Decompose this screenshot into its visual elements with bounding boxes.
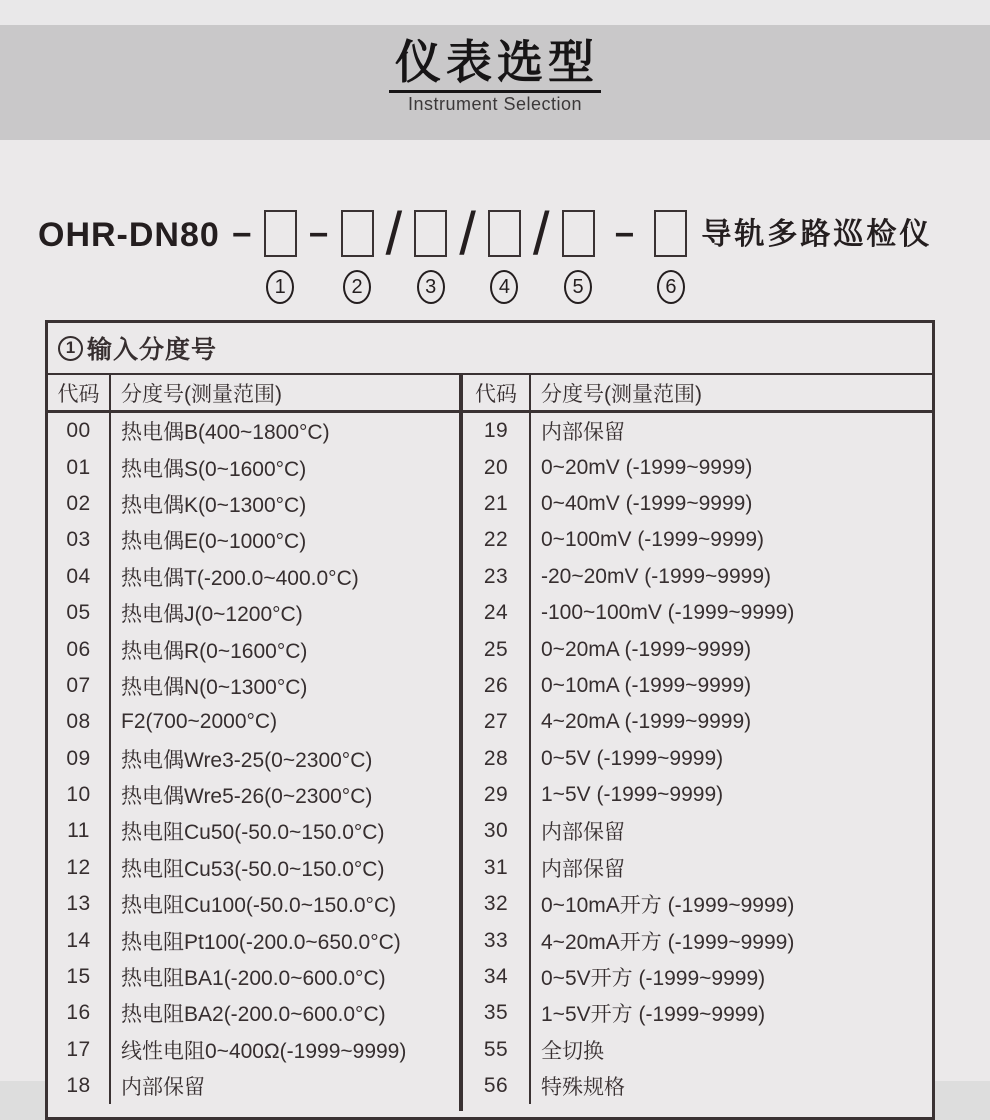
row-code: 56 xyxy=(463,1068,531,1104)
row-desc: 热电偶Wre5-26(0~2300°C) xyxy=(121,785,373,809)
row-desc: 0~5V (-1999~9999) xyxy=(541,746,724,770)
model-slot-box xyxy=(488,210,521,257)
row-desc: 热电阻Cu50(-50.0~150.0°C) xyxy=(121,821,385,845)
row-code: 00 xyxy=(48,413,111,449)
table-row xyxy=(48,741,459,777)
model-slot-2 xyxy=(341,210,374,304)
position-marker: 5 xyxy=(564,270,592,304)
row-desc: 热电偶Wre3-25(0~2300°C) xyxy=(121,748,373,772)
table-row xyxy=(48,595,459,631)
row-desc: 热电偶J(0~1200°C) xyxy=(121,603,303,627)
row-code: 28 xyxy=(463,741,531,777)
table-row xyxy=(48,1068,459,1104)
table-row xyxy=(48,886,459,922)
table-row xyxy=(463,486,932,522)
selection-table xyxy=(45,320,935,1120)
table-row xyxy=(463,922,932,958)
position-marker: 2 xyxy=(343,270,371,304)
model-slot-4 xyxy=(488,210,521,304)
row-code: 02 xyxy=(48,486,111,522)
table-row xyxy=(48,668,459,704)
row-desc: -20~20mV (-1999~9999) xyxy=(541,564,771,588)
table-row xyxy=(48,486,459,522)
row-desc: 热电偶T(-200.0~400.0°C) xyxy=(121,566,359,590)
row-code: 03 xyxy=(48,522,111,558)
row-desc: 特殊规格 xyxy=(541,1076,625,1100)
model-slot-box xyxy=(562,210,595,257)
model-prefix: OHR-DN80 xyxy=(38,216,220,254)
row-code: 18 xyxy=(48,1068,111,1104)
row-desc: 内部保留 xyxy=(541,857,625,881)
table-row xyxy=(463,813,932,849)
column-header-code: 代码 xyxy=(463,375,531,410)
row-desc: 1~5V开方 (-1999~9999) xyxy=(541,1003,766,1027)
row-desc: 线性电阻0~400Ω(-1999~9999) xyxy=(121,1039,407,1063)
separator-slash: / xyxy=(532,200,550,267)
model-code-row xyxy=(38,200,933,304)
row-desc: 内部保留 xyxy=(541,821,625,845)
row-code: 21 xyxy=(463,486,531,522)
table-row xyxy=(48,449,459,485)
row-desc: 0~10mA开方 (-1999~9999) xyxy=(541,894,795,918)
column-header-desc: 分度号(测量范围) xyxy=(541,382,702,406)
column-header-code: 代码 xyxy=(48,375,111,410)
row-code: 12 xyxy=(48,850,111,886)
row-desc: 1~5V (-1999~9999) xyxy=(541,783,724,807)
table-row xyxy=(48,995,459,1031)
table-right-half xyxy=(459,375,932,1111)
row-code: 55 xyxy=(463,1032,531,1068)
separator-dash: − xyxy=(308,216,329,254)
row-code: 27 xyxy=(463,704,531,740)
model-slot-1 xyxy=(264,210,297,304)
row-code: 32 xyxy=(463,886,531,922)
row-code: 05 xyxy=(48,595,111,631)
row-desc: 热电偶N(0~1300°C) xyxy=(121,675,308,699)
model-suffix: 导轨多路巡检仪 xyxy=(701,218,933,251)
table-row xyxy=(463,668,932,704)
row-code: 19 xyxy=(463,413,531,449)
column-header-row xyxy=(463,375,932,413)
model-slot-5 xyxy=(562,210,595,304)
row-code: 10 xyxy=(48,777,111,813)
row-desc: 0~100mV (-1999~9999) xyxy=(541,528,764,552)
table-title: 输入分度号 xyxy=(87,336,218,364)
model-slot-box xyxy=(414,210,447,257)
table-row xyxy=(463,449,932,485)
model-code-diagram xyxy=(38,200,933,304)
row-code: 29 xyxy=(463,777,531,813)
row-code: 20 xyxy=(463,449,531,485)
row-code: 09 xyxy=(48,741,111,777)
table-rows-left xyxy=(48,413,459,1111)
row-desc: 热电偶S(0~1600°C) xyxy=(121,457,307,481)
row-desc: 0~5V开方 (-1999~9999) xyxy=(541,967,766,991)
table-row xyxy=(463,741,932,777)
row-desc: 4~20mA开方 (-1999~9999) xyxy=(541,930,795,954)
row-code: 31 xyxy=(463,850,531,886)
row-code: 23 xyxy=(463,559,531,595)
row-desc: -100~100mV (-1999~9999) xyxy=(541,601,795,625)
table-row xyxy=(463,886,932,922)
row-code: 06 xyxy=(48,631,111,667)
table-row xyxy=(463,850,932,886)
separator-slash: / xyxy=(385,200,403,267)
position-marker: 4 xyxy=(490,270,518,304)
table-row xyxy=(463,959,932,995)
row-desc: 全切换 xyxy=(541,1039,604,1063)
row-desc: 热电偶R(0~1600°C) xyxy=(121,639,308,663)
row-code: 15 xyxy=(48,959,111,995)
row-desc: 0~40mV (-1999~9999) xyxy=(541,491,753,515)
table-row xyxy=(463,631,932,667)
row-code: 30 xyxy=(463,813,531,849)
row-code: 13 xyxy=(48,886,111,922)
table-row xyxy=(48,922,459,958)
row-desc: 0~20mV (-1999~9999) xyxy=(541,455,753,479)
row-desc: 热电偶K(0~1300°C) xyxy=(121,493,307,517)
row-code: 33 xyxy=(463,922,531,958)
row-code: 16 xyxy=(48,995,111,1031)
row-desc: 0~10mA (-1999~9999) xyxy=(541,673,752,697)
table-row xyxy=(48,1032,459,1068)
table-row xyxy=(48,777,459,813)
table-row xyxy=(48,559,459,595)
table-row xyxy=(463,595,932,631)
table-rows-right xyxy=(463,413,932,1111)
row-code: 01 xyxy=(48,449,111,485)
model-slot-box xyxy=(654,210,687,257)
table-row xyxy=(463,777,932,813)
title-number-marker: 1 xyxy=(58,336,83,361)
table-row xyxy=(463,1032,932,1068)
top-strip xyxy=(0,0,990,25)
row-code: 26 xyxy=(463,668,531,704)
column-header-desc: 分度号(测量范围) xyxy=(121,382,282,406)
row-code: 17 xyxy=(48,1032,111,1068)
row-code: 08 xyxy=(48,704,111,740)
row-desc: 热电偶B(400~1800°C) xyxy=(121,421,330,445)
position-marker: 6 xyxy=(657,270,685,304)
model-slot-6 xyxy=(654,210,687,304)
row-desc: 热电阻Cu100(-50.0~150.0°C) xyxy=(121,894,397,918)
table-row xyxy=(48,631,459,667)
page-subtitle: Instrument Selection xyxy=(407,93,583,114)
table-row xyxy=(463,995,932,1031)
separator-slash: / xyxy=(459,200,476,267)
position-marker: 3 xyxy=(417,270,445,304)
column-header-row xyxy=(48,375,459,413)
row-desc: 0~20mA (-1999~9999) xyxy=(541,637,752,661)
row-desc: 热电阻Cu53(-50.0~150.0°C) xyxy=(121,857,385,881)
row-desc: 热电偶E(0~1000°C) xyxy=(121,530,307,554)
position-marker: 1 xyxy=(266,270,294,304)
table-row xyxy=(48,813,459,849)
row-code: 11 xyxy=(48,813,111,849)
row-code: 25 xyxy=(463,631,531,667)
table-row xyxy=(463,704,932,740)
row-desc: 热电阻BA1(-200.0~600.0°C) xyxy=(121,967,386,991)
table-title-row xyxy=(48,323,932,375)
row-desc: 4~20mA (-1999~9999) xyxy=(541,710,752,734)
row-code: 24 xyxy=(463,595,531,631)
page-title: 仪表选型 xyxy=(389,37,601,93)
separator-dash: − xyxy=(231,216,252,254)
table-row xyxy=(463,1068,932,1104)
separator-dash: − xyxy=(614,216,635,254)
row-desc: 内部保留 xyxy=(541,421,625,445)
row-desc: 热电阻BA2(-200.0~600.0°C) xyxy=(121,1003,386,1027)
header-banner xyxy=(0,25,990,140)
table-row xyxy=(463,559,932,595)
table-row xyxy=(463,522,932,558)
row-code: 04 xyxy=(48,559,111,595)
row-code: 14 xyxy=(48,922,111,958)
table-row xyxy=(48,522,459,558)
table-body xyxy=(48,375,932,1111)
table-left-half xyxy=(48,375,459,1111)
table-row xyxy=(48,850,459,886)
row-desc: 热电阻Pt100(-200.0~650.0°C) xyxy=(121,930,401,954)
row-code: 34 xyxy=(463,959,531,995)
model-slot-3 xyxy=(414,210,447,304)
row-code: 07 xyxy=(48,668,111,704)
table-row xyxy=(463,413,932,449)
table-row xyxy=(48,959,459,995)
row-code: 22 xyxy=(463,522,531,558)
row-desc: F2(700~2000°C) xyxy=(121,710,278,734)
model-slot-box xyxy=(264,210,297,257)
model-slot-box xyxy=(341,210,374,257)
table-row xyxy=(48,413,459,449)
row-desc: 内部保留 xyxy=(121,1076,205,1100)
table-row xyxy=(48,704,459,740)
row-code: 35 xyxy=(463,995,531,1031)
